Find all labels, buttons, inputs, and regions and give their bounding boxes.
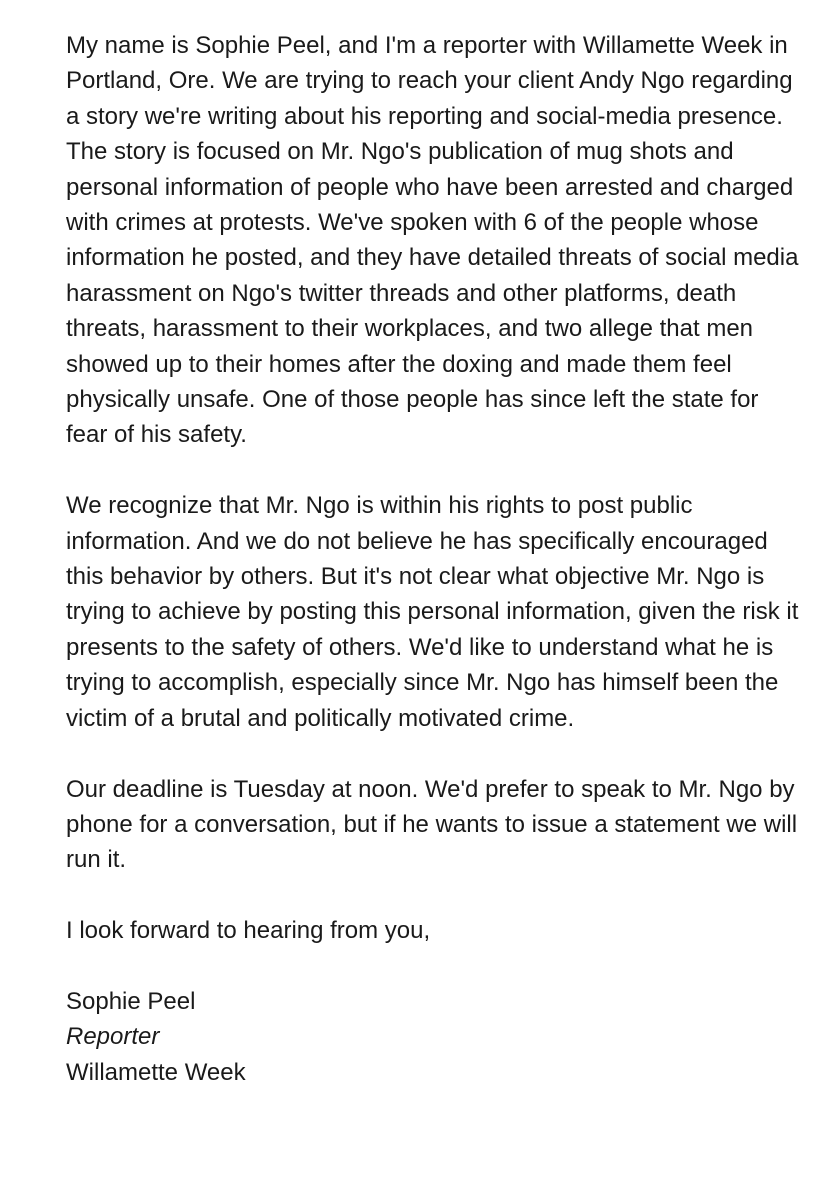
- signature-title: Reporter: [66, 1023, 160, 1051]
- email-paragraph-deadline: Our deadline is Tuesday at noon. We'd prefer to speak to Mr. Ngo by phone for a conversation, but if he wants to issue a statement we will run it.: [66, 775, 798, 874]
- signature-organization: Willamette Week: [66, 1058, 246, 1086]
- email-paragraph-intro: My name is Sophie Peel, and I'm a reporter with Willamette Week in Portland, Ore. We are trying to reach your client Andy Ngo regarding a story we're writing about his reporting and social-media presence. The story is focused on Mr. Ngo's publication of mug shots and personal information of people who have been arrested and charged with crimes at protests. We've spoken with 6 of the people whose information he posted, and they have detailed threats of social media harassment on Ngo's twitter threads and other platforms, death threats, harassment to their workplaces, and two allege that men showed up to their homes after the doxing and made them feel physically unsafe. One of those people has since left the state for fear of his safety.: [66, 32, 799, 449]
- email-signature: [66, 984, 806, 1090]
- signature-name: Sophie Peel: [66, 987, 196, 1015]
- email-paragraph-recognition: We recognize that Mr. Ngo is within his rights to post public information. And we do not believe he has specifically encouraged this behavior by others. But it's not clear what objective Mr. Ngo is trying to achieve by posting this personal information, given the risk it presents to the safety of others. We'd like to understand what he is trying to accomplish, especially since Mr. Ngo has himself been the victim of a brutal and politically motivated crime.: [66, 492, 799, 732]
- email-body: [66, 28, 806, 1090]
- email-paragraph-closing: I look forward to hearing from you,: [66, 917, 431, 945]
